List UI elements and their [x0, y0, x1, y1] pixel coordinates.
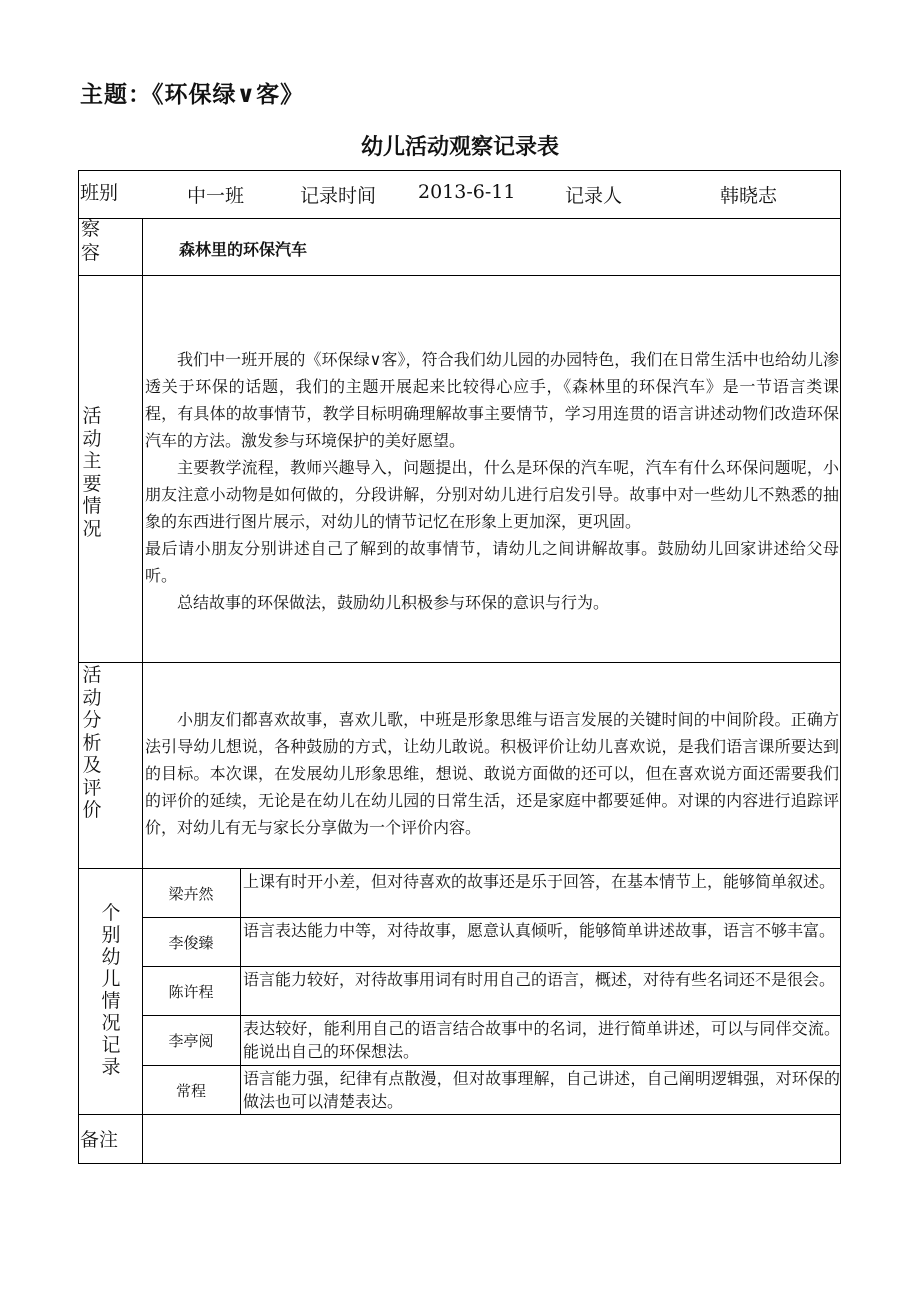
row-divider: [78, 1114, 841, 1115]
child-name: 李俊臻: [168, 934, 214, 952]
recorder-label: 记录人: [565, 185, 623, 207]
child-name: 梁卉然: [168, 885, 214, 903]
row-divider: [78, 868, 841, 869]
child-name: 李亭阅: [168, 1032, 214, 1050]
column-divider: [142, 218, 143, 1164]
class-value: 中一班: [187, 185, 245, 207]
main-situation-label: 活 动 主 要 情 况: [82, 405, 102, 540]
record-time-value: 2013-6-11: [418, 181, 516, 203]
individual-label: 个 别 幼 儿 情 况 记 录: [101, 902, 121, 1078]
record-time-label: 记录时间: [300, 185, 377, 207]
child-record: 语言表达能力中等，对待故事，愿意认真倾听，能够简单讲述故事，语言不够丰富。: [243, 921, 836, 940]
remarks-label: 备注: [80, 1129, 119, 1151]
row-divider: [78, 662, 841, 663]
child-record: 语言能力强，纪律有点散漫，但对故事理解，自己讲述，自己阐明逻辑强，对环保的做法也可以清楚表达。: [243, 1069, 840, 1111]
row-divider: [142, 917, 841, 918]
recorder-value: 韩晓志: [720, 185, 778, 207]
main-situation-text: 我们中一班开展的《环保绿∨客》，符合我们幼儿园的办园特色，我们在日常生活中也给幼儿渗透关于环保的话题，我们的主题开展起来比较得心应手，《森林里的环保汽车》是一节语言类课程，有具体的故事情节，教学目标明确理解故事主要情节，学习用连贯的语言讲述动物们改造环保汽车的方法。激发参与环境保护的美好愿望。 主要教学流程，教师兴趣导入，问题提出，什么是环保的汽车呢，汽车有什么环保问题呢，小朋友注意小动物是如何做的，分段讲解，分别对幼儿进行启发引导。故事中对一些幼儿不熟悉的抽象的东西进行图片展示，对幼儿的情节记忆在形象上更加深，更巩固。 最后请小朋友分别讲述自己了解到的故事情节，请幼儿之间讲解故事。鼓励幼儿回家讲述给父母听。 总结故事的环保做法，鼓励幼儿积极参与环保的意识与行为。: [145, 350, 839, 612]
theme-heading: 主题：《环保绿∨客》: [80, 82, 305, 108]
child-name: 常程: [175, 1082, 206, 1100]
row-divider: [78, 218, 841, 219]
activity-content: 森林里的环保汽车: [179, 240, 308, 259]
page-title: 幼儿活动观察记录表: [360, 135, 559, 160]
row-divider: [142, 1015, 841, 1016]
content-label-top: 察: [81, 218, 101, 240]
row-divider: [78, 275, 841, 276]
row-divider: [142, 1065, 841, 1066]
analysis-text: 小朋友们都喜欢故事，喜欢儿歌，中班是形象思维与语言发展的关键时间的中间阶段。正确方法引导幼儿想说，各种鼓励的方式，让幼儿敢说。积极评价让幼儿喜欢说，是我们语言课所要达到的目标。本次课，在发展幼儿形象思维，想说、敢说方面做的还可以，但在喜欢说方面还需要我们的评价的延续，无论是在幼儿在幼儿园的日常生活，还是家庭中都要延伸。对课的内容进行追踪评价，对幼儿有无与家长分享做为一个评价内容。: [145, 710, 839, 837]
child-record: 语言能力较好，对待故事用词有时用自己的语言，概述，对待有些名词还不是很会。: [243, 970, 836, 989]
child-record: 上课有时开小差，但对待喜欢的故事还是乐于回答，在基本情节上，能够简单叙述。: [243, 872, 836, 891]
class-label: 班别: [80, 182, 119, 204]
analysis-label: 活 动 分 析 及 评 价: [82, 664, 102, 821]
child-name: 陈许程: [168, 983, 214, 1001]
column-divider: [240, 868, 241, 1114]
child-record: 表达较好，能利用自己的语言结合故事中的名词，进行简单讲述，可以与同伴交流。能说出自己的环保想法。: [243, 1019, 840, 1061]
content-label-bottom: 容: [81, 242, 101, 264]
row-divider: [142, 966, 841, 967]
